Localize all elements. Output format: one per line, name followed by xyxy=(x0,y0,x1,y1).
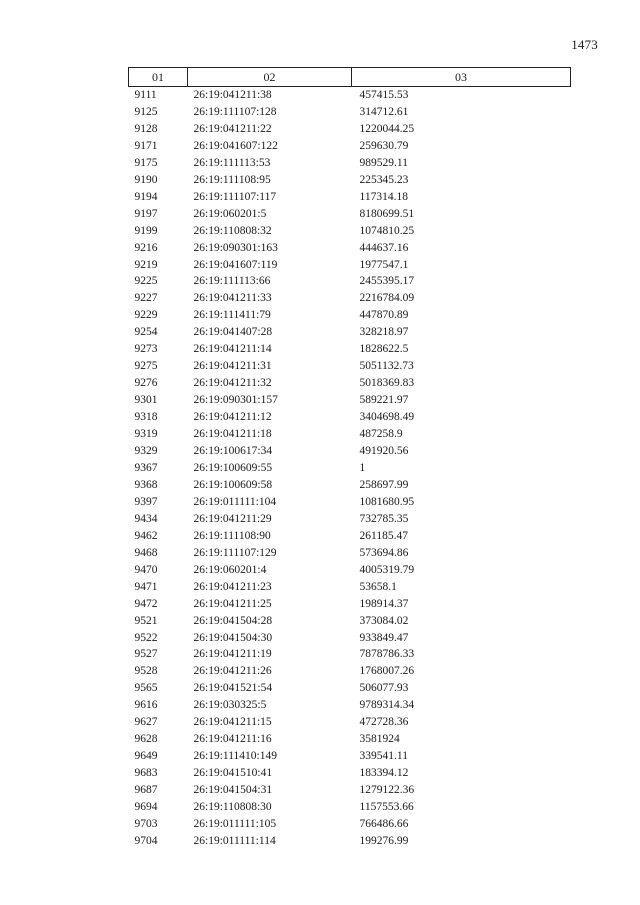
cadastral-number-cell: 26:19:041211:16 xyxy=(193,733,272,746)
table-row xyxy=(129,358,571,375)
row-number-cell: 9216 xyxy=(134,241,158,254)
table-row xyxy=(129,138,571,155)
row-number-cell: 9703 xyxy=(134,817,158,830)
table-row xyxy=(129,680,571,697)
value-cell: 328218.97 xyxy=(359,326,409,339)
table-row xyxy=(129,511,571,528)
row-number-cell: 9111 xyxy=(134,89,157,101)
value-cell: 573694.86 xyxy=(359,546,409,559)
cadastral-number-cell: 26:19:041211:31 xyxy=(193,360,272,373)
row-number-cell: 9225 xyxy=(134,275,158,288)
row-number-cell: 9521 xyxy=(134,614,158,627)
table-row xyxy=(129,613,571,630)
value-cell: 1157553.66 xyxy=(359,801,414,814)
cadastral-number-cell: 26:19:041510:41 xyxy=(193,767,273,780)
cadastral-number-cell: 26:19:041211:26 xyxy=(193,665,272,678)
cadastral-number-cell: 26:19:041211:38 xyxy=(193,89,272,101)
cadastral-number-cell: 26:19:111107:129 xyxy=(193,546,277,559)
table-row xyxy=(129,155,571,172)
cadastral-number-cell: 26:19:041211:19 xyxy=(193,648,272,661)
row-number-cell: 9649 xyxy=(134,750,158,763)
row-number-cell: 9628 xyxy=(134,733,158,746)
cadastral-number-cell: 26:19:090301:163 xyxy=(193,241,278,254)
row-number-cell: 9687 xyxy=(134,784,158,797)
table-row xyxy=(129,663,571,680)
value-cell: 9789314.34 xyxy=(359,699,415,712)
row-number-cell: 9199 xyxy=(134,224,158,237)
table-row xyxy=(129,104,571,121)
page-number: 1473 xyxy=(571,37,598,52)
value-cell: 314712.61 xyxy=(359,105,409,118)
row-number-cell: 9565 xyxy=(134,682,158,695)
table-row xyxy=(129,189,571,206)
cadastral-number-cell: 26:19:100609:55 xyxy=(193,461,273,474)
cadastral-number-cell: 26:19:060201:4 xyxy=(193,563,267,576)
table-row xyxy=(129,799,571,816)
row-number-cell: 9190 xyxy=(134,173,158,186)
cadastral-number-cell: 26:19:111113:53 xyxy=(193,156,271,169)
row-number-cell: 9275 xyxy=(134,360,158,373)
value-cell: 1828622.5 xyxy=(359,343,409,356)
row-number-cell: 9194 xyxy=(134,190,158,203)
row-number-cell: 9229 xyxy=(134,309,158,322)
cadastral-number-cell: 26:19:041211:32 xyxy=(193,377,272,390)
row-number-cell: 9319 xyxy=(134,428,158,441)
table-row xyxy=(129,816,571,833)
row-number-cell: 9171 xyxy=(134,139,158,152)
header-row xyxy=(129,68,571,87)
row-number-cell: 9276 xyxy=(134,377,158,390)
row-number-cell: 9462 xyxy=(134,529,158,542)
row-number-cell: 9683 xyxy=(134,767,158,780)
row-number-cell: 9468 xyxy=(134,546,158,559)
cadastral-number-cell: 26:19:111411:79 xyxy=(193,309,271,322)
table-row xyxy=(129,833,571,850)
value-cell: 3581924 xyxy=(359,733,400,746)
cadastral-number-cell: 26:19:011111:114 xyxy=(193,834,276,847)
row-number-cell: 9471 xyxy=(134,580,158,593)
cadastral-number-cell: 26:19:041607:122 xyxy=(193,139,278,152)
table-row xyxy=(129,477,571,494)
table-row xyxy=(129,87,571,104)
table-row xyxy=(129,630,571,647)
value-cell: 339541.11 xyxy=(359,750,408,763)
row-number-cell: 9616 xyxy=(134,699,158,712)
table-row xyxy=(129,714,571,731)
cadastral-number-cell: 26:19:041211:14 xyxy=(193,343,272,356)
header-col-2: 02 xyxy=(188,68,352,87)
cadastral-number-cell: 26:19:041211:18 xyxy=(193,428,272,441)
table-row xyxy=(129,494,571,511)
value-cell: 259630.79 xyxy=(359,139,409,152)
table-row xyxy=(129,172,571,189)
value-cell: 447870.89 xyxy=(359,309,409,322)
cadastral-number-cell: 26:19:110808:30 xyxy=(193,801,272,814)
cadastral-number-cell: 26:19:041521:54 xyxy=(193,682,273,695)
table-row xyxy=(129,697,571,714)
table-row xyxy=(129,240,571,257)
cadastral-number-cell: 26:19:111107:128 xyxy=(193,105,277,118)
value-cell: 487258.9 xyxy=(359,428,403,441)
value-cell: 1768007.26 xyxy=(359,665,415,678)
row-number-cell: 9318 xyxy=(134,411,158,424)
row-number-cell: 9694 xyxy=(134,801,158,814)
cadastral-number-cell: 26:19:041211:33 xyxy=(193,292,272,305)
table-row xyxy=(129,596,571,613)
cadastral-number-cell: 26:19:100617:34 xyxy=(193,445,273,458)
value-cell: 1279122.36 xyxy=(359,784,415,797)
value-cell: 5018369.83 xyxy=(359,377,415,390)
cadastral-number-cell: 26:19:090301:157 xyxy=(193,394,278,407)
table-row xyxy=(129,290,571,307)
table-row xyxy=(129,375,571,392)
row-number-cell: 9522 xyxy=(134,631,158,644)
table-row xyxy=(129,223,571,240)
row-number-cell: 9367 xyxy=(134,461,158,474)
row-number-cell: 9219 xyxy=(134,258,158,271)
header-col-1: 01 xyxy=(129,68,188,87)
table-row xyxy=(129,273,571,290)
row-number-cell: 9472 xyxy=(134,597,158,610)
value-cell: 1074810.25 xyxy=(359,224,415,237)
table-body xyxy=(129,87,571,850)
cadastral-number-cell: 26:19:111108:90 xyxy=(193,529,271,542)
value-cell: 199276.99 xyxy=(359,834,409,847)
table-row xyxy=(129,257,571,274)
value-cell: 183394.12 xyxy=(359,767,409,780)
value-cell: 444637.16 xyxy=(359,241,409,254)
table-row xyxy=(129,206,571,223)
value-cell: 3404698.49 xyxy=(359,411,415,424)
value-cell: 457415.53 xyxy=(359,89,409,101)
table-row xyxy=(129,426,571,443)
row-number-cell: 9527 xyxy=(134,648,158,661)
cadastral-number-cell: 26:19:111113:66 xyxy=(193,275,271,288)
table-row xyxy=(129,392,571,409)
cadastral-number-cell: 26:19:100609:58 xyxy=(193,478,273,491)
cadastral-number-cell: 26:19:041607:119 xyxy=(193,258,278,271)
cadastral-number-cell: 26:19:111410:149 xyxy=(193,750,277,763)
cadastral-number-cell: 26:19:111107:117 xyxy=(193,190,277,203)
row-number-cell: 9368 xyxy=(134,478,158,491)
value-cell: 1977547.1 xyxy=(359,258,409,271)
cadastral-number-cell: 26:19:041211:25 xyxy=(193,597,272,610)
row-number-cell: 9227 xyxy=(134,292,158,305)
value-cell: 1081680.95 xyxy=(359,495,415,508)
table-row xyxy=(129,324,571,341)
value-cell: 589221.97 xyxy=(359,394,409,407)
value-cell: 225345.23 xyxy=(359,173,409,186)
cadastral-number-cell: 26:19:041211:22 xyxy=(193,122,272,135)
value-cell: 1 xyxy=(359,461,366,474)
cadastral-number-cell: 26:19:041211:15 xyxy=(193,716,272,729)
cadastral-number-cell: 26:19:060201:5 xyxy=(193,207,267,220)
row-number-cell: 9704 xyxy=(134,834,158,847)
row-number-cell: 9175 xyxy=(134,156,158,169)
row-number-cell: 9254 xyxy=(134,326,158,339)
row-number-cell: 9329 xyxy=(134,445,158,458)
cadastral-number-cell: 26:19:041211:23 xyxy=(193,580,272,593)
value-cell: 2216784.09 xyxy=(359,292,415,305)
cadastral-number-cell: 26:19:011111:105 xyxy=(193,817,277,830)
value-cell: 7878786.33 xyxy=(359,648,415,661)
value-cell: 258697.99 xyxy=(359,478,409,491)
value-cell: 506077.93 xyxy=(359,682,409,695)
cadastral-number-cell: 26:19:041407:28 xyxy=(193,326,273,339)
value-cell: 2455395.17 xyxy=(359,275,415,288)
value-cell: 4005319.79 xyxy=(359,563,415,576)
cadastral-number-cell: 26:19:041504:30 xyxy=(193,631,273,644)
value-cell: 117314.18 xyxy=(359,190,408,203)
table-row xyxy=(129,341,571,358)
table-row xyxy=(129,307,571,324)
value-cell: 53658.1 xyxy=(359,580,397,593)
value-cell: 989529.11 xyxy=(359,156,408,169)
cadastral-number-cell: 26:19:041211:29 xyxy=(193,512,272,525)
cadastral-number-cell: 26:19:041211:12 xyxy=(193,411,272,424)
cadastral-number-cell: 26:19:030325:5 xyxy=(193,699,267,712)
table-row xyxy=(129,579,571,596)
value-cell: 8180699.51 xyxy=(359,207,415,220)
cadastral-number-cell: 26:19:041504:31 xyxy=(193,784,273,797)
row-number-cell: 9397 xyxy=(134,495,158,508)
row-number-cell: 9273 xyxy=(134,343,158,356)
cadastral-number-cell: 26:19:041504:28 xyxy=(193,614,273,627)
table-row xyxy=(129,646,571,663)
table-row xyxy=(129,121,571,138)
cadastral-number-cell: 26:19:110808:32 xyxy=(193,224,272,237)
value-cell: 5051132.73 xyxy=(359,360,414,373)
table-row xyxy=(129,765,571,782)
header-col-3: 03 xyxy=(352,68,571,87)
row-number-cell: 9470 xyxy=(134,563,158,576)
value-cell: 1220044.25 xyxy=(359,122,415,135)
row-number-cell: 9434 xyxy=(134,512,158,525)
value-cell: 766486.66 xyxy=(359,817,409,830)
value-cell: 373084.02 xyxy=(359,614,409,627)
cadastral-number-cell: 26:19:011111:104 xyxy=(193,495,277,508)
table-row xyxy=(129,782,571,799)
row-number-cell: 9125 xyxy=(134,105,158,118)
row-number-cell: 9301 xyxy=(134,394,158,407)
table-row xyxy=(129,562,571,579)
table-header xyxy=(129,68,571,87)
table-row xyxy=(129,545,571,562)
row-number-cell: 9528 xyxy=(134,665,158,678)
table-row xyxy=(129,460,571,477)
cadastral-value-table xyxy=(128,67,571,850)
value-cell: 198914.37 xyxy=(359,597,409,610)
value-cell: 261185.47 xyxy=(359,529,408,542)
table-row xyxy=(129,409,571,426)
row-number-cell: 9128 xyxy=(134,122,158,135)
value-cell: 472728.36 xyxy=(359,716,409,729)
table-row xyxy=(129,748,571,765)
value-cell: 491920.56 xyxy=(359,445,409,458)
value-cell: 933849.47 xyxy=(359,631,409,644)
row-number-cell: 9627 xyxy=(134,716,158,729)
table-row xyxy=(129,443,571,460)
row-number-cell: 9197 xyxy=(134,207,158,220)
value-cell: 732785.35 xyxy=(359,512,409,525)
table-row xyxy=(129,528,571,545)
cadastral-number-cell: 26:19:111108:95 xyxy=(193,173,271,186)
table-row xyxy=(129,731,571,748)
